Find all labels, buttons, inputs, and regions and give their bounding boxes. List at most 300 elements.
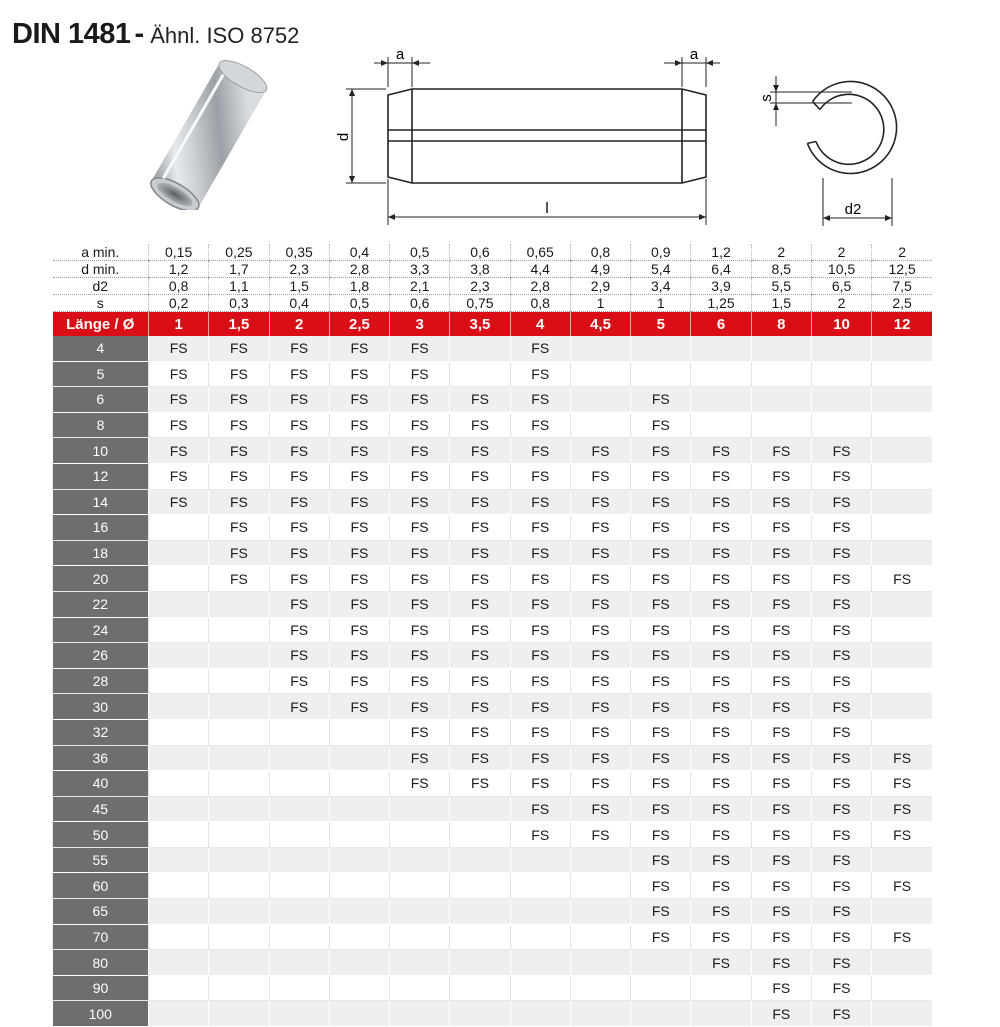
availability-cell: FS	[269, 617, 329, 643]
header-diameter: 4	[510, 312, 570, 337]
availability-cell: FS	[631, 668, 691, 694]
availability-cell: FS	[751, 899, 811, 925]
availability-cell	[872, 336, 932, 361]
table-row	[53, 924, 933, 950]
row-length: 28	[53, 668, 149, 694]
pin-end-view-drawing	[752, 68, 912, 228]
availability-cell	[872, 668, 932, 694]
table-row	[53, 719, 933, 745]
availability-cell	[510, 950, 570, 976]
property-value: 0,9	[631, 244, 691, 261]
property-value: 3,8	[450, 261, 510, 278]
availability-cell: FS	[570, 617, 630, 643]
availability-cell: FS	[329, 617, 389, 643]
property-label: a min.	[53, 244, 149, 261]
availability-cell: FS	[450, 745, 510, 771]
availability-cell	[149, 899, 209, 925]
availability-cell	[209, 745, 269, 771]
property-value: 1,7	[209, 261, 269, 278]
availability-cell: FS	[811, 463, 871, 489]
availability-cell: FS	[390, 540, 450, 566]
property-value: 0,4	[329, 244, 389, 261]
availability-cell	[390, 1001, 450, 1027]
row-length: 90	[53, 975, 149, 1001]
availability-cell: FS	[811, 899, 871, 925]
property-row	[53, 295, 933, 312]
page-title	[12, 18, 299, 51]
row-length: 32	[53, 719, 149, 745]
availability-cell: FS	[450, 489, 510, 515]
availability-cell: FS	[691, 438, 751, 464]
availability-cell	[510, 924, 570, 950]
availability-cell: FS	[570, 668, 630, 694]
dimension-table-body	[53, 244, 933, 1027]
availability-cell: FS	[811, 1001, 871, 1027]
availability-cell	[570, 899, 630, 925]
availability-cell: FS	[510, 489, 570, 515]
availability-cell	[209, 719, 269, 745]
availability-cell	[631, 950, 691, 976]
availability-cell: FS	[510, 822, 570, 848]
availability-cell: FS	[872, 796, 932, 822]
availability-cell: FS	[269, 566, 329, 592]
property-row	[53, 278, 933, 295]
property-value: 0,65	[510, 244, 570, 261]
row-length: 60	[53, 873, 149, 899]
availability-cell	[751, 336, 811, 361]
property-value: 2,3	[269, 261, 329, 278]
availability-cell: FS	[811, 796, 871, 822]
availability-cell	[149, 566, 209, 592]
property-value: 2	[751, 244, 811, 261]
availability-cell: FS	[510, 540, 570, 566]
property-value: 10,5	[811, 261, 871, 278]
availability-cell: FS	[329, 336, 389, 361]
availability-cell: FS	[390, 566, 450, 592]
header-diameter: 12	[872, 312, 932, 337]
property-value: 0,4	[269, 295, 329, 312]
availability-cell	[329, 899, 389, 925]
spring-pin-photo	[108, 60, 308, 210]
availability-cell	[872, 463, 932, 489]
availability-cell: FS	[209, 387, 269, 413]
row-length: 80	[53, 950, 149, 976]
availability-cell: FS	[691, 822, 751, 848]
availability-cell: FS	[149, 463, 209, 489]
availability-cell: FS	[390, 361, 450, 387]
availability-cell	[450, 975, 510, 1001]
property-value: 1,8	[329, 278, 389, 295]
availability-cell: FS	[691, 847, 751, 873]
availability-cell: FS	[811, 924, 871, 950]
property-value: 1,2	[691, 244, 751, 261]
availability-cell	[269, 796, 329, 822]
availability-cell: FS	[329, 361, 389, 387]
availability-cell	[329, 822, 389, 848]
availability-cell: FS	[751, 771, 811, 797]
availability-cell: FS	[811, 668, 871, 694]
availability-cell: FS	[269, 643, 329, 669]
availability-cell: FS	[751, 591, 811, 617]
header-diameter: 1,5	[209, 312, 269, 337]
availability-cell	[751, 361, 811, 387]
row-length: 16	[53, 515, 149, 541]
availability-cell: FS	[329, 668, 389, 694]
availability-cell	[450, 899, 510, 925]
availability-cell	[872, 591, 932, 617]
availability-cell	[209, 950, 269, 976]
property-value: 2,3	[450, 278, 510, 295]
availability-cell: FS	[570, 822, 630, 848]
availability-cell: FS	[450, 643, 510, 669]
availability-cell: FS	[390, 591, 450, 617]
property-label: d2	[53, 278, 149, 295]
header-diameter: 2,5	[329, 312, 389, 337]
availability-cell: FS	[811, 617, 871, 643]
availability-cell	[149, 1001, 209, 1027]
availability-cell: FS	[329, 566, 389, 592]
table-row	[53, 489, 933, 515]
availability-cell: FS	[691, 745, 751, 771]
availability-cell	[691, 387, 751, 413]
property-value: 1,1	[209, 278, 269, 295]
availability-cell	[329, 771, 389, 797]
availability-cell: FS	[510, 719, 570, 745]
availability-cell: FS	[631, 796, 691, 822]
availability-cell: FS	[149, 361, 209, 387]
availability-cell: FS	[510, 515, 570, 541]
availability-cell	[269, 924, 329, 950]
availability-cell: FS	[510, 412, 570, 438]
availability-cell: FS	[390, 617, 450, 643]
availability-cell	[570, 847, 630, 873]
availability-cell: FS	[450, 540, 510, 566]
availability-cell	[209, 924, 269, 950]
availability-cell: FS	[390, 745, 450, 771]
availability-cell: FS	[570, 463, 630, 489]
availability-cell: FS	[691, 566, 751, 592]
availability-cell: FS	[209, 361, 269, 387]
availability-cell: FS	[751, 975, 811, 1001]
availability-cell: FS	[450, 591, 510, 617]
availability-cell: FS	[510, 463, 570, 489]
header-diameter: 10	[811, 312, 871, 337]
availability-cell	[329, 873, 389, 899]
availability-cell	[269, 822, 329, 848]
availability-cell: FS	[751, 463, 811, 489]
availability-cell: FS	[631, 489, 691, 515]
availability-cell: FS	[631, 617, 691, 643]
availability-cell: FS	[149, 438, 209, 464]
availability-cell	[691, 975, 751, 1001]
availability-cell	[872, 1001, 932, 1027]
availability-cell	[510, 975, 570, 1001]
availability-cell	[149, 643, 209, 669]
availability-cell	[450, 336, 510, 361]
availability-cell: FS	[811, 540, 871, 566]
availability-cell	[631, 336, 691, 361]
availability-cell: FS	[450, 771, 510, 797]
row-length: 40	[53, 771, 149, 797]
row-length: 8	[53, 412, 149, 438]
availability-cell: FS	[510, 566, 570, 592]
availability-cell: FS	[631, 847, 691, 873]
availability-cell	[209, 873, 269, 899]
table-row	[53, 617, 933, 643]
availability-cell	[149, 719, 209, 745]
property-value: 0,6	[390, 295, 450, 312]
property-value: 2,9	[570, 278, 630, 295]
row-length: 14	[53, 489, 149, 515]
availability-cell: FS	[390, 771, 450, 797]
availability-cell: FS	[631, 438, 691, 464]
availability-cell: FS	[751, 489, 811, 515]
availability-cell: FS	[570, 694, 630, 720]
availability-cell	[329, 924, 389, 950]
availability-cell: FS	[872, 822, 932, 848]
availability-cell: FS	[570, 771, 630, 797]
availability-cell	[631, 975, 691, 1001]
availability-cell	[390, 873, 450, 899]
property-value: 2,5	[872, 295, 932, 312]
table-row	[53, 336, 933, 361]
availability-cell	[811, 361, 871, 387]
availability-cell	[329, 1001, 389, 1027]
availability-cell	[872, 515, 932, 541]
standard-equivalent: Ähnl. ISO 8752	[150, 23, 300, 48]
availability-cell: FS	[329, 515, 389, 541]
table-row	[53, 745, 933, 771]
availability-cell: FS	[811, 719, 871, 745]
availability-cell	[390, 796, 450, 822]
availability-cell: FS	[691, 771, 751, 797]
property-value: 3,3	[390, 261, 450, 278]
availability-cell: FS	[149, 336, 209, 361]
row-length: 70	[53, 924, 149, 950]
availability-cell: FS	[811, 591, 871, 617]
availability-cell: FS	[751, 822, 811, 848]
availability-cell: FS	[631, 873, 691, 899]
property-value: 0,35	[269, 244, 329, 261]
availability-cell: FS	[570, 796, 630, 822]
availability-cell: FS	[390, 463, 450, 489]
availability-cell	[390, 847, 450, 873]
property-value: 2	[811, 295, 871, 312]
availability-cell	[450, 847, 510, 873]
availability-cell: FS	[570, 540, 630, 566]
availability-cell	[450, 1001, 510, 1027]
availability-cell: FS	[209, 540, 269, 566]
table-row	[53, 540, 933, 566]
table-row	[53, 873, 933, 899]
availability-cell	[149, 515, 209, 541]
availability-cell	[570, 361, 630, 387]
availability-cell: FS	[269, 591, 329, 617]
availability-cell	[872, 412, 932, 438]
availability-cell: FS	[329, 489, 389, 515]
availability-cell	[872, 540, 932, 566]
availability-cell: FS	[570, 489, 630, 515]
availability-cell: FS	[811, 489, 871, 515]
header-length-diameter: Länge / Ø	[53, 312, 149, 337]
availability-cell	[691, 1001, 751, 1027]
availability-cell	[872, 387, 932, 413]
availability-cell: FS	[209, 463, 269, 489]
availability-cell: FS	[811, 745, 871, 771]
availability-cell	[209, 668, 269, 694]
availability-cell: FS	[631, 899, 691, 925]
availability-cell	[269, 771, 329, 797]
availability-cell: FS	[329, 438, 389, 464]
availability-cell: FS	[570, 591, 630, 617]
availability-cell: FS	[390, 412, 450, 438]
availability-cell	[209, 643, 269, 669]
row-length: 36	[53, 745, 149, 771]
availability-cell: FS	[811, 438, 871, 464]
availability-cell	[390, 950, 450, 976]
availability-cell	[269, 873, 329, 899]
table-row	[53, 515, 933, 541]
availability-cell: FS	[570, 566, 630, 592]
availability-cell: FS	[209, 489, 269, 515]
availability-cell	[811, 412, 871, 438]
availability-cell: FS	[390, 438, 450, 464]
availability-cell	[390, 975, 450, 1001]
availability-cell	[209, 899, 269, 925]
availability-cell: FS	[329, 643, 389, 669]
availability-cell: FS	[691, 950, 751, 976]
availability-cell: FS	[209, 515, 269, 541]
availability-cell: FS	[510, 438, 570, 464]
availability-cell: FS	[751, 515, 811, 541]
availability-cell: FS	[329, 694, 389, 720]
availability-cell	[570, 950, 630, 976]
availability-cell	[450, 822, 510, 848]
availability-cell	[390, 899, 450, 925]
availability-cell	[329, 950, 389, 976]
property-value: 0,3	[209, 295, 269, 312]
availability-cell: FS	[751, 694, 811, 720]
availability-cell: FS	[872, 745, 932, 771]
availability-cell: FS	[751, 643, 811, 669]
property-value: 0,15	[149, 244, 209, 261]
row-length: 6	[53, 387, 149, 413]
availability-cell	[570, 336, 630, 361]
property-label: s	[53, 295, 149, 312]
header-diameter: 3,5	[450, 312, 510, 337]
availability-cell	[570, 924, 630, 950]
availability-cell	[872, 694, 932, 720]
availability-cell	[872, 617, 932, 643]
availability-cell	[510, 873, 570, 899]
availability-cell: FS	[691, 591, 751, 617]
availability-cell: FS	[811, 975, 871, 1001]
property-value: 4,4	[510, 261, 570, 278]
availability-cell	[329, 847, 389, 873]
availability-cell: FS	[631, 822, 691, 848]
availability-cell: FS	[811, 771, 871, 797]
header-diameter: 6	[691, 312, 751, 337]
availability-cell	[872, 643, 932, 669]
availability-cell: FS	[450, 515, 510, 541]
property-value: 0,5	[390, 244, 450, 261]
availability-cell: FS	[149, 387, 209, 413]
table-row	[53, 822, 933, 848]
availability-cell	[872, 950, 932, 976]
availability-cell: FS	[691, 694, 751, 720]
availability-cell: FS	[631, 515, 691, 541]
availability-cell	[149, 924, 209, 950]
availability-cell: FS	[751, 873, 811, 899]
availability-cell	[751, 387, 811, 413]
property-value: 0,2	[149, 295, 209, 312]
availability-cell: FS	[631, 694, 691, 720]
table-row	[53, 387, 933, 413]
availability-cell	[450, 924, 510, 950]
property-value: 5,4	[631, 261, 691, 278]
row-length: 26	[53, 643, 149, 669]
availability-cell: FS	[811, 566, 871, 592]
availability-cell: FS	[631, 745, 691, 771]
availability-cell: FS	[751, 438, 811, 464]
property-value: 0,75	[450, 295, 510, 312]
availability-cell: FS	[450, 719, 510, 745]
property-value: 2,8	[329, 261, 389, 278]
table-row	[53, 668, 933, 694]
table-row	[53, 950, 933, 976]
availability-cell: FS	[510, 617, 570, 643]
availability-cell: FS	[149, 489, 209, 515]
availability-cell: FS	[329, 463, 389, 489]
property-value: 5,5	[751, 278, 811, 295]
row-length: 10	[53, 438, 149, 464]
property-value: 1,5	[269, 278, 329, 295]
availability-cell: FS	[691, 463, 751, 489]
availability-cell: FS	[751, 924, 811, 950]
header-diameter: 1	[149, 312, 209, 337]
availability-cell: FS	[269, 361, 329, 387]
availability-cell: FS	[631, 771, 691, 797]
availability-cell	[751, 412, 811, 438]
row-length: 4	[53, 336, 149, 361]
table-header-row	[53, 312, 933, 337]
table-row	[53, 899, 933, 925]
header-diameter: 5	[631, 312, 691, 337]
property-value: 2,1	[390, 278, 450, 295]
table-row	[53, 412, 933, 438]
row-length: 100	[53, 1001, 149, 1027]
availability-cell	[872, 361, 932, 387]
availability-cell	[510, 847, 570, 873]
availability-cell	[450, 873, 510, 899]
availability-cell	[149, 617, 209, 643]
availability-cell	[209, 617, 269, 643]
availability-cell	[149, 540, 209, 566]
availability-cell	[209, 796, 269, 822]
row-length: 22	[53, 591, 149, 617]
availability-cell: FS	[329, 412, 389, 438]
availability-cell: FS	[570, 719, 630, 745]
table-row	[53, 591, 933, 617]
availability-cell: FS	[390, 643, 450, 669]
property-value: 0,8	[570, 244, 630, 261]
availability-cell	[269, 745, 329, 771]
availability-cell	[872, 899, 932, 925]
property-value: 1	[631, 295, 691, 312]
availability-cell	[209, 847, 269, 873]
availability-cell: FS	[751, 617, 811, 643]
availability-cell	[149, 873, 209, 899]
